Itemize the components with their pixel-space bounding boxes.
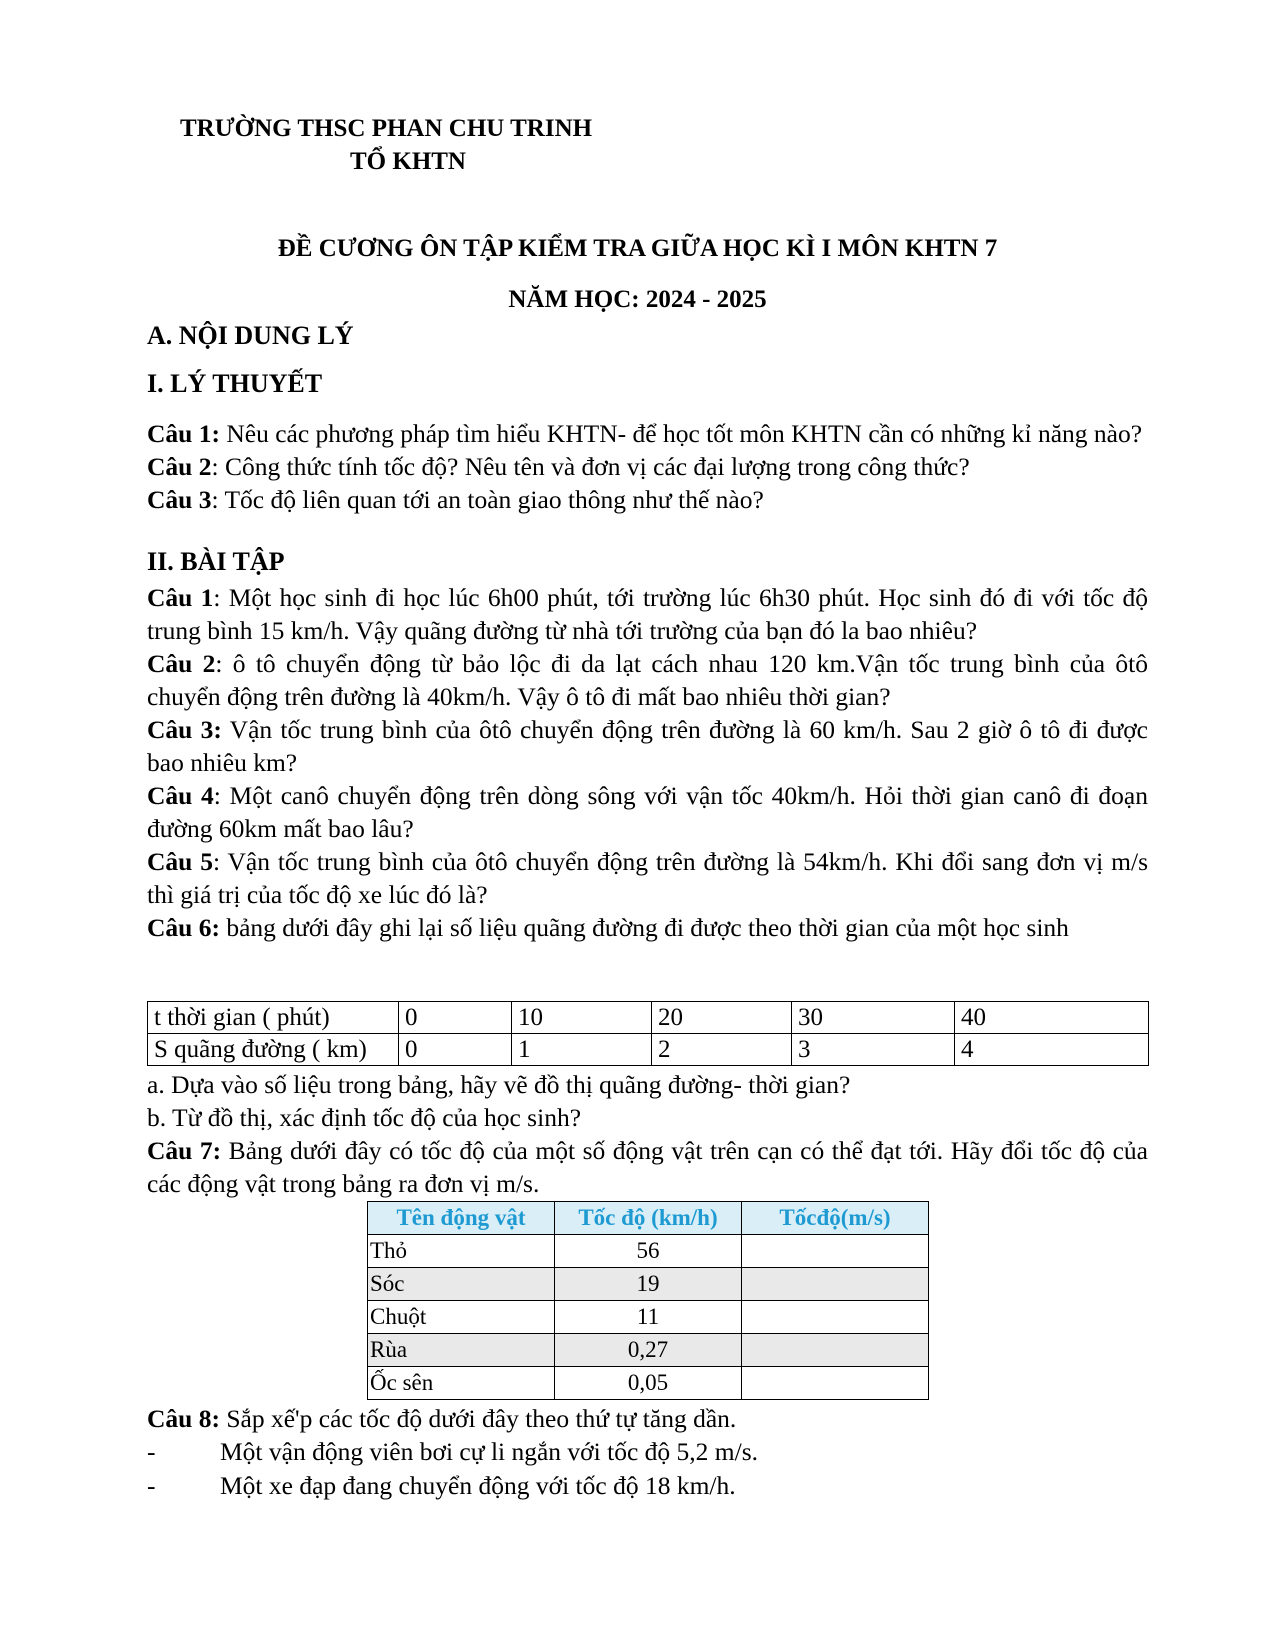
exercise-question-8	[147, 1402, 1148, 1435]
animal-speed-table	[367, 1201, 929, 1400]
theory-question-2	[147, 450, 1148, 483]
theory-heading: I. LÝ THUYẾT	[147, 369, 323, 398]
animal-name: Thỏ	[368, 1235, 555, 1268]
document-title: ĐỀ CƯƠNG ÔN TẬP KIỂM TRA GIỮA HỌC KÌ I MÔN KHTN 7	[277, 235, 998, 262]
table-cell: 1	[512, 1034, 652, 1066]
table-row	[148, 1034, 1149, 1066]
question-8	[147, 1402, 1148, 1435]
question-text: : ô tô chuyển động từ bảo lộc đi da lạt cách nhau 120 km.Vận tốc trung bình của ôtô chuyển động trên đường là 40km/h. Vậy ô tô đi mất bao nhiêu thời gian?	[147, 649, 1148, 711]
exercise-question-7	[147, 1134, 1148, 1200]
question-text: bảng dưới đây ghi lại số liệu quãng đường đi được theo thời gian của một học sinh	[219, 913, 1069, 942]
question-6-part-b: b. Từ đồ thị, xác định tốc độ của học sinh?	[147, 1103, 582, 1132]
table-cell: 0	[399, 1002, 512, 1034]
column-header: Tốc độ (km/h)	[555, 1202, 742, 1235]
speed-kmh: 0,27	[555, 1334, 742, 1367]
question-label: Câu 2	[147, 649, 216, 678]
question-text: : Một canô chuyển động trên dòng sông với vận tốc 40km/h. Hỏi thời gian canô đi đoạn đường 60km mất bao lâu?	[147, 781, 1148, 843]
department-name: TỔ KHTN	[350, 148, 466, 175]
table-cell: 2	[652, 1034, 792, 1066]
table-cell: 40	[955, 1002, 1149, 1034]
animal-name: Rùa	[368, 1334, 555, 1367]
speed-kmh: 19	[555, 1268, 742, 1301]
list-item-text: Một xe đạp đang chuyển động với tốc độ 18 km/h.	[220, 1471, 736, 1500]
table-row	[368, 1268, 929, 1301]
list-item	[147, 1469, 1148, 1503]
speed-kmh: 0,05	[555, 1367, 742, 1400]
exercise-question-3	[147, 713, 1148, 779]
table-cell: 4	[955, 1034, 1149, 1066]
list-item-text: Một vận động viên bơi cự li ngắn với tốc độ 5,2 m/s.	[220, 1437, 758, 1466]
animal-name: Sóc	[368, 1268, 555, 1301]
question-text: : Vận tốc trung bình của ôtô chuyển động trên đường là 54km/h. Khi đổi sang đơn vị m/s thì giá trị của tốc độ xe lúc đó là?	[147, 847, 1148, 909]
table-header-row	[368, 1202, 929, 1235]
exercise-question-4	[147, 779, 1148, 845]
table-row	[368, 1334, 929, 1367]
question-text: Nêu các phương pháp tìm hiểu KHTN- để học tốt môn KHTN cần có những kỉ năng nào?	[219, 419, 1143, 448]
column-header: Tốcđộ(m/s)	[742, 1202, 929, 1235]
question-label: Câu 3	[147, 485, 212, 514]
question-text: Bảng dưới đây có tốc độ của một số động vật trên cạn có thể đạt tới. Hãy đổi tốc độ của các động vật trong bảng ra đơn vị m/s.	[147, 1136, 1148, 1198]
question-text: : Một học sinh đi học lúc 6h00 phút, tới trường lúc 6h30 phút. Học sinh đó đi với tốc độ trung bình 15 km/h. Vậy quãng đường từ nhà tới trường của bạn đó la bao nhiêu?	[147, 583, 1148, 645]
table-row	[148, 1002, 1149, 1034]
exercise-questions	[147, 581, 1148, 944]
exercises-heading: II. BÀI TẬP	[147, 547, 285, 576]
exercise-question-2	[147, 647, 1148, 713]
theory-questions	[147, 417, 1148, 516]
question-text: : Tốc độ liên quan tới an toàn giao thông như thế nào?	[211, 485, 764, 514]
theory-question-3	[147, 483, 1148, 516]
speed-ms	[742, 1235, 929, 1268]
question-label: Câu 8:	[147, 1404, 220, 1433]
speed-kmh: 11	[555, 1301, 742, 1334]
question-8-list	[147, 1435, 1148, 1503]
speed-ms	[742, 1301, 929, 1334]
question-label: Câu 3:	[147, 715, 222, 744]
question-text: Vận tốc trung bình của ôtô chuyển động trên đường là 60 km/h. Sau 2 giờ ô tô đi được bao nhiêu km?	[147, 715, 1148, 777]
speed-ms	[742, 1334, 929, 1367]
exercise-question-5	[147, 845, 1148, 911]
list-item	[147, 1435, 1148, 1469]
exercise-question-6	[147, 911, 1148, 944]
table-row	[368, 1235, 929, 1268]
question-text: Sắp xế'p các tốc độ dưới đây theo thứ tự tăng dần.	[219, 1404, 737, 1433]
table-cell: t thời gian ( phút)	[148, 1002, 399, 1034]
question-label: Câu 7:	[147, 1136, 222, 1165]
speed-kmh: 56	[555, 1235, 742, 1268]
table-cell: 0	[399, 1034, 512, 1066]
table-cell: S quãng đường ( km)	[148, 1034, 399, 1066]
question-label: Câu 1:	[147, 419, 220, 448]
speed-ms	[742, 1268, 929, 1301]
school-year: NĂM HỌC: 2024 - 2025	[508, 286, 767, 313]
animal-name: Chuột	[368, 1301, 555, 1334]
question-label: Câu 1	[147, 583, 214, 612]
theory-question-1	[147, 417, 1148, 450]
table-cell: 30	[792, 1002, 955, 1034]
animal-name: Ốc sên	[368, 1367, 555, 1400]
question-label: Câu 6:	[147, 913, 220, 942]
table-cell: 3	[792, 1034, 955, 1066]
table-row	[368, 1301, 929, 1334]
question-label: Câu 5	[147, 847, 213, 876]
question-6-part-a: a. Dựa vào số liệu trong bảng, hãy vẽ đồ thị quãng đường- thời gian?	[147, 1070, 851, 1099]
section-a-heading: A. NỘI DUNG LÝ	[147, 321, 354, 350]
column-header: Tên động vật	[368, 1202, 555, 1235]
question-text: : Công thức tính tốc độ? Nêu tên và đơn vị các đại lượng trong công thức?	[211, 452, 970, 481]
table-cell: 20	[652, 1002, 792, 1034]
dash-bullet: -	[147, 1437, 156, 1466]
table-row	[368, 1367, 929, 1400]
question-6-parts	[147, 1068, 1148, 1200]
school-name: TRƯỜNG THSC PHAN CHU TRINH	[180, 115, 593, 142]
speed-ms	[742, 1367, 929, 1400]
exercise-question-1	[147, 581, 1148, 647]
table-cell: 10	[512, 1002, 652, 1034]
question-label: Câu 2	[147, 452, 212, 481]
question-label: Câu 4	[147, 781, 214, 810]
distance-time-table	[147, 1001, 1149, 1066]
dash-bullet: -	[147, 1471, 156, 1500]
